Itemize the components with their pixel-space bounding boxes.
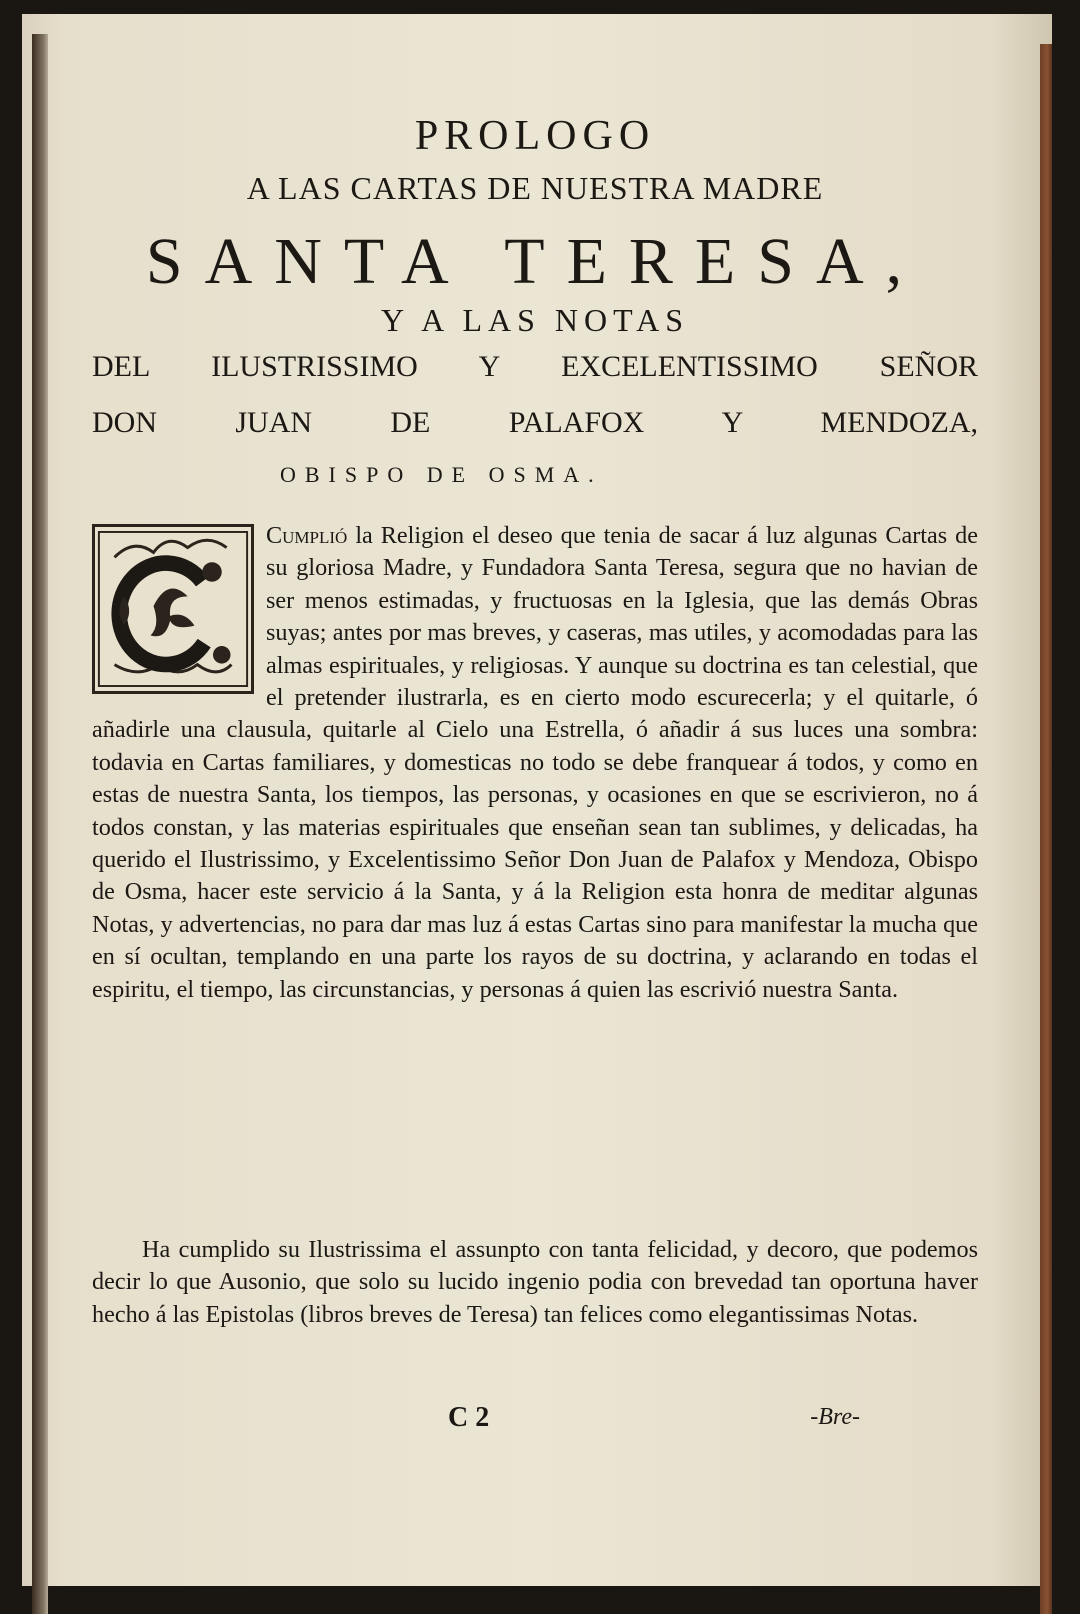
signature-mark: C 2 [448,1402,490,1433]
catchword: -Bre- [810,1404,860,1430]
page-gutter [32,34,48,1614]
title-line-obispo: OBISPO DE OSMA. [280,462,603,487]
body-paragraph-1 [92,520,978,1006]
body-paragraph-2 [92,1234,978,1331]
title-line-notas: Y A LAS NOTAS [380,302,690,338]
paragraph-1-text: la Religion el deseo que tenia de sacar á luz algunas Cartas de su gloriosa Madre, y Fundadora Santa Teresa, segura que no havian de ser menos estimadas, y fructuosas en la Iglesia, que las demás Obras suyas; antes por mas breves, y caseras, mas utiles, y acomodadas para las almas espirituales, y religiosas. Y aunque su doctrina es tan celestial, que el pretender ilustrarla, es en cierto modo escurecerla; y el quitarle, ó añadirle una clausula, quitarle al Cielo una Estrella, ó añadir á sus luces una sombra: todavia en Cartas familiares, y domesticas no todo se debe franquear á todos, y como en estas de nuestra Santa, los tiempos, las personas, y ocasiones en que se escrivieron, no á todos constan, y las materias espirituales que enseñan sean tan sublimes, y delicadas, ha querido el Ilustrissimo, y Excelentissimo Señor Don Juan de Palafox y Mendoza, Obispo de Osma, hacer este servicio á la Santa, y á la Religion esta honra de meditar algunas Notas, y advertencias, no para dar mas luz á estas Cartas sino para manifestar la mucha que en sí ocultan, templando en una parte los rayos de su doctrina, y aclarando en todas el espiritu, el tiempo, las circunstancias, y personas á quien las escrivió nuestra Santa. [92,522,978,1003]
title-santa-teresa: SANTA TERESA, [145,225,925,298]
paragraph-2-text: Ha cumplido su Ilustrissima el assunpto con tanta felicidad, y decoro, que podemos decir lo que Ausonio, que solo su lucido ingenio podia con brevedad tan oportuna haver hecho á las Epistolas (libros breves de Teresa) tan felices como elegantissimas Notas. [92,1236,978,1328]
title-prologo: PROLOGO [414,113,656,159]
title-line-cartas: A LAS CARTAS DE NUESTRA MADRE [246,170,824,206]
dropcap-lead-word: Cumplió [266,522,348,549]
title-line-ilustrissimo: DEL ILUSTRISSIMO Y EXCELENTISSIMO SEÑOR [92,350,978,383]
title-line-palafox: DON JUAN DE PALAFOX Y MENDOZA, [92,406,978,439]
page-edge [1040,44,1052,1614]
